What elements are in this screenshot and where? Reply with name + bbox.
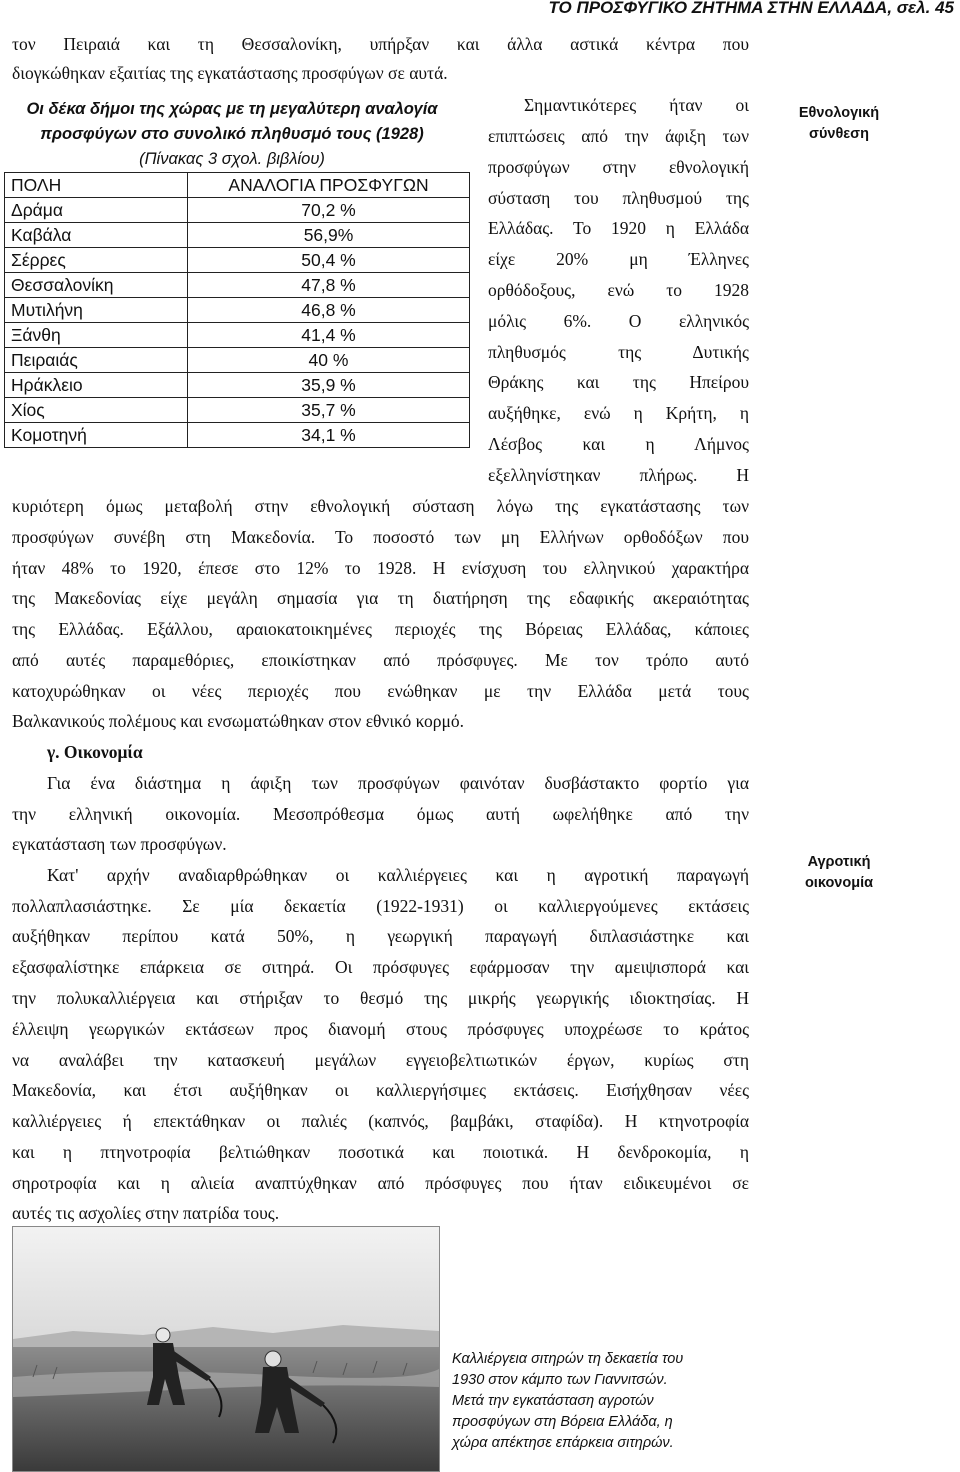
table-title: Οι δέκα δήμοι της χώρας με τη μεγαλύτερη αναλογία [26, 100, 438, 118]
sidenote-ethnology [774, 103, 904, 145]
right-column-line: σύσταση του πληθυσμού της [488, 188, 749, 208]
section-heading-economy: γ. Οικονομία [47, 742, 143, 762]
column-header-ratio: ΑΝΑΛΟΓΙΑ ΠΡΟΣΦΥΓΩΝ [188, 173, 470, 198]
city-cell: Μυτιλήνη [5, 298, 188, 323]
column-header-city: ΠΟΛΗ [5, 173, 188, 198]
table-row [5, 298, 470, 323]
ratio-cell: 41,4 % [188, 323, 470, 348]
wheat-harvest-illustration [13, 1227, 439, 1471]
city-cell: Ηράκλειο [5, 373, 188, 398]
city-cell: Πειραιάς [5, 348, 188, 373]
sidenote-line: Εθνολογική [798, 105, 880, 121]
body-line: καλλιέργειες ή επεκτάθηκαν οι παλιές (καπνός, βαμβάκι, σταφίδα). Η κτηνοτροφία [12, 1111, 749, 1131]
ratio-cell: 35,7 % [188, 398, 470, 423]
photo-caption [452, 1349, 742, 1454]
table-row [5, 273, 470, 298]
body-line: Για ένα διάστημα η άφιξη των προσφύγων φαινόταν δυσβάστακτο φορτίο για [47, 773, 749, 793]
body-line: Κατ' αρχήν αναδιαρθρώθηκαν οι καλλιέργειες και η αγροτική παραγωγή [47, 865, 749, 885]
body-line: σηροτροφία και η αλιεία αναπτύχθηκαν από πρόσφυγες που ήταν ειδικευμένοι σε [12, 1173, 749, 1193]
body-line: πολλαπλασιάστηκε. Σε μία δεκαετία (1922-1931) οι καλλιεργούμενες εκτάσεις [12, 896, 749, 916]
city-cell: Καβάλα [5, 223, 188, 248]
intro-line: διογκώθηκαν εξαιτίας της εγκατάστασης προσφύγων σε αυτά. [12, 63, 448, 83]
page-header: ΤΟ ΠΡΟΣΦΥΓΙΚΟ ΖΗΤΗΜΑ ΣΤΗΝ ΕΛΛΑΔΑ, σελ. 45 [548, 0, 954, 17]
body-line: Μακεδονία, και έτσι αυξήθηκαν οι καλλιεργήσιμες εκτάσεις. Εισήχθησαν νέες [12, 1080, 749, 1100]
ratio-cell: 40 % [188, 348, 470, 373]
body-line: της Ελλάδας. Εξάλλου, αραιοκατοικημένες περιοχές της Βόρειας Ελλάδας, κάποιες [12, 619, 749, 639]
right-column-line: Ελλάδας. Το 1920 η Ελλάδα [488, 218, 749, 238]
ratio-cell: 50,4 % [188, 248, 470, 273]
table-subtitle: (Πίνακας 3 σχολ. βιβλίου) [139, 150, 325, 168]
right-column-line: μόλις 6%. Ο ελληνικός [488, 311, 749, 331]
intro-line: τον Πειραιά και τη Θεσσαλονίκη, υπήρξαν και άλλα αστικά κέντρα που [12, 34, 749, 54]
ratio-cell: 47,8 % [188, 273, 470, 298]
ratio-cell: 70,2 % [188, 198, 470, 223]
table-header-row [5, 173, 470, 198]
body-line: κυριότερη όμως μεταβολή στην εθνολογική σύσταση λόγω της εγκατάστασης των [12, 496, 749, 516]
body-line: αυξήθηκαν περίπου κατά 50%, η γεωργική παραγωγή διπλασιάστηκε και [12, 926, 749, 946]
city-cell: Ξάνθη [5, 323, 188, 348]
table-row [5, 323, 470, 348]
ratio-cell: 34,1 % [188, 423, 470, 448]
table-row [5, 198, 470, 223]
right-column-line: επιπτώσεις από την άφιξη των [488, 126, 749, 146]
right-column-line: πληθυσμός της Δυτικής [488, 342, 749, 362]
body-line: εγκατάσταση των προσφύγων. [12, 834, 227, 854]
caption-line: χώρα απέκτησε επάρκεια σιτηρών. [452, 1435, 674, 1451]
right-column-line: ορθόδοξους, ενώ το 1928 [488, 280, 749, 300]
sidenote-line: σύνθεση [809, 126, 869, 142]
right-column-line: προσφύγων στην εθνολογική [488, 157, 749, 177]
sidenote-line: Αγροτική [807, 854, 871, 870]
right-column-line: Σημαντικότερες ήταν οι [524, 95, 749, 115]
body-line: την πολυκαλλιέργεια και στήριξαν το θεσμό της μικρής γεωργικής ιδιοκτησίας. Η [12, 988, 749, 1008]
city-cell: Σέρρες [5, 248, 188, 273]
ratio-cell: 46,8 % [188, 298, 470, 323]
right-column-line: είχε 20% μη Έλληνες [488, 249, 749, 269]
table-row [5, 373, 470, 398]
body-line: προσφύγων συνέβη στη Μακεδονία. Το ποσοστό των μη Ελλήνων ορθοδόξων που [12, 527, 749, 547]
refugee-ratio-table [4, 172, 470, 448]
right-column-line: εξελληνίστηκαν πλήρως. Η [488, 465, 749, 485]
body-line: την ελληνική οικονομία. Μεσοπρόθεσμα όμως αυτή ωφελήθηκε από την [12, 804, 749, 824]
table-row [5, 348, 470, 373]
caption-line: Καλλιέργεια σιτηρών τη δεκαετία του [452, 1351, 684, 1367]
body-line: αυτές τις ασχολίες στην πατρίδα τους. [12, 1203, 280, 1223]
body-line: και η πτηνοτροφία βελτιώθηκαν ποσοτικά και ποιοτικά. Η δενδροκομία, η [12, 1142, 749, 1162]
body-line: ήταν 48% το 1920, έπεσε στο 12% το 1928. Η ενίσχυση του ελληνικού χαρακτήρα [12, 558, 749, 578]
body-line: εξασφαλίστηκε επάρκεια σε σιτηρά. Οι πρόσφυγες εφάρμοσαν την αμειψισπορά και [12, 957, 749, 977]
ratio-cell: 56,9% [188, 223, 470, 248]
caption-line: 1930 στον κάμπο των Γιαννιτσών. [452, 1372, 668, 1388]
right-column-line: Λέσβος και η Λήμνος [488, 434, 749, 454]
table-row [5, 423, 470, 448]
right-column-line: Θράκης και της Ηπείρου [488, 372, 749, 392]
caption-line: προσφύγων στη Βόρεια Ελλάδα, η [452, 1414, 673, 1430]
table-title: προσφύγων στο συνολικό πληθυσμό τους (1928) [40, 125, 424, 143]
body-line: να αναλάβει την κατασκευή μεγάλων εγγειοβελτιωτικών έργων, κυρίως στη [12, 1050, 749, 1070]
body-line: από αυτές παραμεθόριες, εποικίστηκαν από πρόσφυγες. Με τον τρόπο αυτό [12, 650, 749, 670]
body-line: κατοχυρώθηκαν οι νέες περιοχές που ενώθηκαν με την Ελλάδα μετά τους [12, 681, 749, 701]
caption-line: Μετά την εγκατάσταση αγροτών [452, 1393, 654, 1409]
city-cell: Δράμα [5, 198, 188, 223]
wheat-harvest-photo [12, 1226, 440, 1472]
body-line: Βαλκανικούς πολέμους και ενσωματώθηκαν στον εθνικό κορμό. [12, 711, 465, 731]
body-line: έλλειψη γεωργικών εκτάσεων προς διανομή στους πρόσφυγες υποχρέωσε το κράτος [12, 1019, 749, 1039]
city-cell: Κομοτηνή [5, 423, 188, 448]
city-cell: Χίος [5, 398, 188, 423]
table-row [5, 223, 470, 248]
city-cell: Θεσσαλονίκη [5, 273, 188, 298]
table-row [5, 398, 470, 423]
right-column-line: αυξήθηκε, ενώ η Κρήτη, η [488, 403, 749, 423]
body-line: της Μακεδονίας είχε μεγάλη σημασία για τη διατήρηση της εδαφικής ακεραιότητας [12, 588, 749, 608]
table-row [5, 248, 470, 273]
sidenote-line: οικονομία [804, 875, 874, 891]
sidenote-agriculture [774, 852, 904, 894]
ratio-cell: 35,9 % [188, 373, 470, 398]
